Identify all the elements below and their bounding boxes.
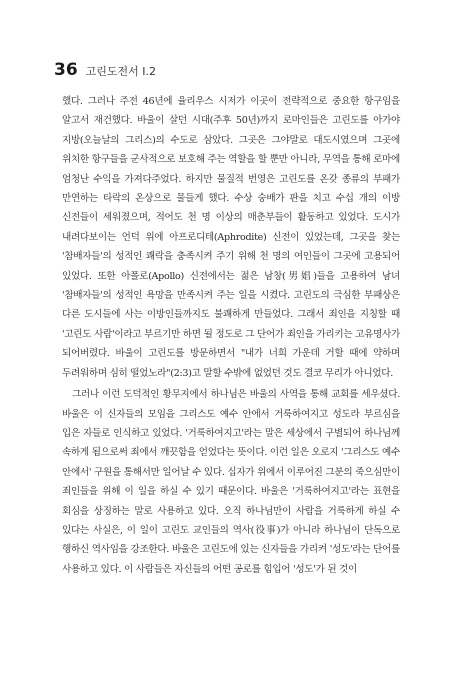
paragraph-1: 했다. 그러나 주전 46년에 율리우스 시저가 이곳이 전략적으로 중요한 항구임을 알고서 재건했다. 바울이 살던 시대(주후 50년)까지 로마인들은 고린도를 아가야 지방(오늘날의 그리스)의 수도로 삼았다. 그곳은 그야말로 대도시였으며 그곳에 위치한 항구들을 군사적으로 보호해 주는 역할을 할 뿐만 아니라, 무역을 통해 로마에 엄청난 수익을 가져다주었다. 하지만 물질적 번영은 고린도를 온갖 종류의 부패가 만연하는 타락의 온상으로 물들게 했다. 수상 숭배가 판을 치고 수십 개의 이방 신전들이 세워졌으며, 적어도 천 명 이상의 매춘부들이 활동하고 있었다. 도시가 내려다보이는 언덕 위에 아프로디테(Aphrodite) 신전이 있었는데, 그곳을 찾는 '참배자들'의 성적인 쾌락을 충족시켜 주기 위해 천 명의 여인들이 그곳에 고용되어 있었다. 또한 아폴로(Apollo) 신전에서는 젊은 남창(男娼)들을 고용하여 남녀 '참배자들'의 성적인 욕망을 만족시켜 주는 일을 시켰다. 고린도의 극심한 부패상은 다른 도시들에 사는 이방인들까지도 불쾌하게 만들었다. 그래서 죄인을 지칭할 때 '고린도 사람'이라고 부르기만 하면 될 정도로 그 단어가 죄인을 가리키는 고유명사가 되어버렸다. 바울이 고린도를 방문하면서 "내가 너희 가운데 거할 때에 약하며 두려워하며 심히 떨었노라"(2:3)고 말할 수밖에 없었던 것도 결코 무리가 아니었다. [62, 96, 400, 379]
paragraph-2: 그러나 이런 도덕적인 황무지에서 하나님은 바울의 사역을 통해 교회를 세우셨다. 바울은 이 신자들의 모임을 그리스도 예수 안에서 거룩하여지고 성도라 부르심을 입은 자들로 인식하고 있었다. '거룩하여지고'라는 말은 세상에서 구별되어 하나님께 속하게 됨으로써 죄에서 깨끗함을 얻었다는 뜻이다. 이런 일은 오로지 '그리스도 예수 안에서' 구원을 통해서만 일어날 수 있다. 십자가 위에서 이루어진 그분의 죽으심만이 죄인들을 위해 이 일을 하실 수 있기 때문이다. 바울은 '거룩하여지고'라는 표현을 회심을 상징하는 말로 사용하고 있다. 오직 하나님만이 사람을 거룩하게 하실 수 있다는 사실은, 이 일이 고린도 교인들의 역사(役事)가 아니라 하나님이 단독으로 행하신 역사임을 강조한다. 바울은 고린도에 있는 신자들을 가리켜 '성도'라는 단어를 사용하고 있다. 이 사람들은 자신들의 어떤 공로를 힘입어 '성도'가 된 것이 [62, 389, 400, 575]
running-title: 고린도전서 I.2 [85, 65, 157, 78]
body-text [62, 92, 400, 581]
page-header [54, 60, 156, 80]
page-number: 36 [54, 60, 78, 80]
